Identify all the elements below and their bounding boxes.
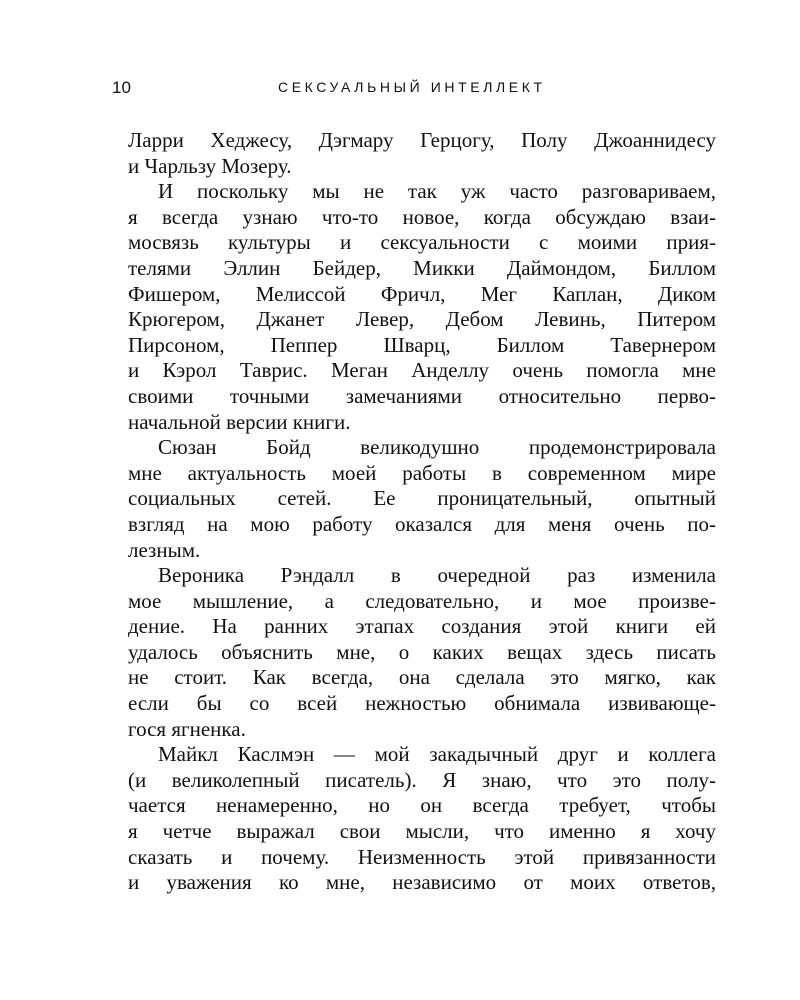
text-line: мосвязь культуры и сексуальности с моими прия- <box>128 230 716 255</box>
running-title: СЕКСУАЛЬНЫЙ ИНТЕЛЛЕКТ <box>278 79 546 95</box>
text-line: социальных сетей. Ее проницательный, опытный <box>128 486 716 511</box>
text-line: И поскольку мы не так уж часто разговариваем, <box>158 179 716 204</box>
text-line: если бы со всей нежностью обнимала извивающе- <box>128 691 716 716</box>
text-line: и Чарльзу Мозеру. <box>128 153 292 178</box>
text-line: я всегда узнаю что-то новое, когда обсуждаю взаи- <box>128 204 716 229</box>
text-line: телями Эллин Бейдер, Микки Даймондом, Биллом <box>128 255 716 280</box>
paragraph <box>128 128 716 179</box>
text-line: Фишером, Мелиссой Фричл, Мег Каплан, Диком <box>128 281 716 306</box>
text-line: Ларри Хеджесу, Дэгмару Герцогу, Полу Джоаннидесу <box>128 128 716 152</box>
text-line: (и великолепный писатель). Я знаю, что это полу- <box>128 767 716 792</box>
text-line: мое мышление, а следовательно, и мое произве- <box>128 588 716 613</box>
text-line: своими точными замечаниями относительно перво- <box>128 383 716 408</box>
text-line: Майкл Каслмэн — мой закадычный друг и коллега <box>158 742 716 767</box>
text-line: лезным. <box>128 537 201 562</box>
body-text <box>128 128 716 896</box>
text-line: начальной версии книги. <box>128 409 351 434</box>
page-header <box>112 78 716 104</box>
text-line: гося ягненка. <box>128 716 246 741</box>
text-line: Вероника Рэндалл в очередной раз изменила <box>158 563 716 588</box>
text-line: удалось объяснить мне, о каких вещах здесь писать <box>128 639 716 664</box>
paragraph <box>128 435 716 563</box>
text-line: мне актуальность моей работы в современном мире <box>128 460 716 485</box>
text-line: чается ненамеренно, но он всегда требует, чтобы <box>128 793 716 818</box>
page-number: 10 <box>112 78 131 97</box>
text-line: дение. На ранних этапах создания этой книги ей <box>128 614 716 639</box>
paragraph <box>128 563 716 742</box>
paragraph <box>128 742 716 896</box>
text-line: взгляд на мою работу оказался для меня очень по- <box>128 511 716 536</box>
text-line: сказать и почему. Неизменность этой привязанности <box>128 844 716 869</box>
text-line: Сюзан Бойд великодушно продемонстрировала <box>158 435 716 460</box>
text-line: и уважения ко мне, независимо от моих ответов, <box>128 870 716 895</box>
text-line: Пирсоном, Пеппер Шварц, Биллом Тавернером <box>128 332 716 357</box>
text-line: и Кэрол Таврис. Меган Анделлу очень помогла мне <box>128 358 716 383</box>
text-line: я четче выражал свои мысли, что именно я хочу <box>128 819 716 844</box>
text-line: не стоит. Как всегда, она сделала это мягко, как <box>128 665 716 690</box>
paragraph <box>128 179 716 435</box>
text-line: Крюгером, Джанет Левер, Дебом Левинь, Питером <box>128 307 716 332</box>
